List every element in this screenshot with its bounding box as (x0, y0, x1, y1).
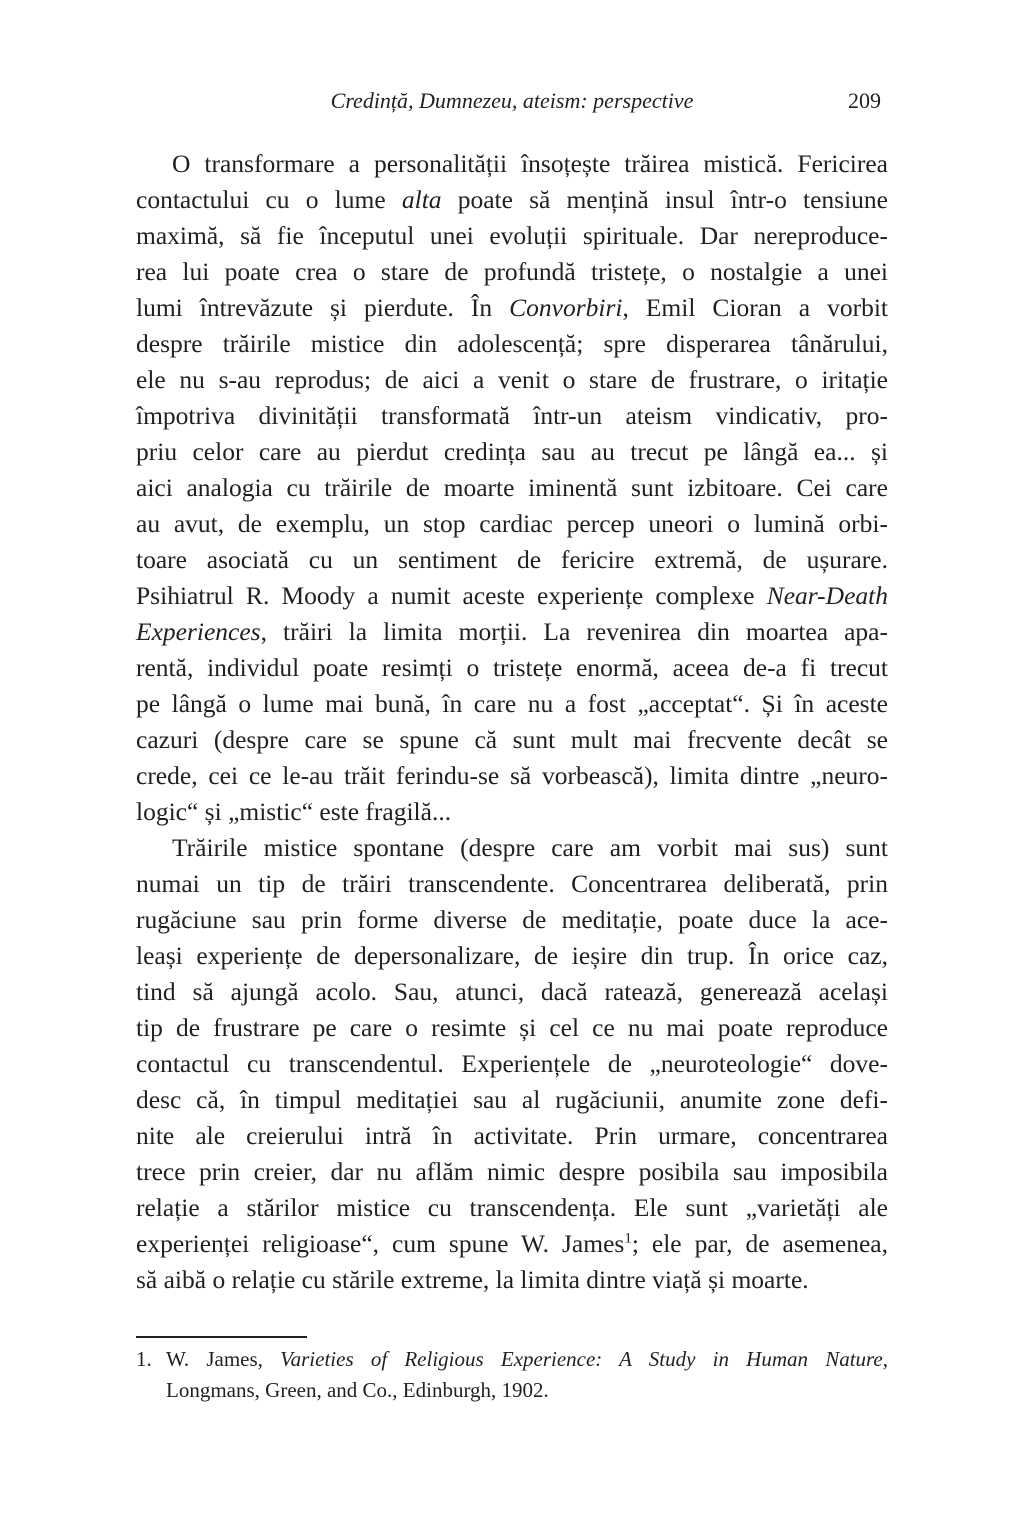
text-line (136, 1375, 888, 1406)
text-line (136, 1226, 888, 1262)
text-line (136, 1262, 888, 1298)
text-segment: tip de frustrare pe care o resimte și cel ce nu mai poate reproduce (136, 1013, 888, 1042)
text-segment: , Emil Cioran a vorbit (622, 293, 888, 322)
text-line (136, 722, 888, 758)
text-segment: maximă, să fie începutul unei evoluții spirituale. Dar nereproduce- (136, 221, 888, 250)
running-title: Credință, Dumnezeu, ateism: perspective (330, 88, 694, 113)
text-segment: contactului cu o lume (136, 185, 402, 214)
text-segment: experienței religioase“, cum spune W. James (136, 1229, 625, 1258)
text-line (136, 398, 888, 434)
text-line (136, 542, 888, 578)
text-segment: contactul cu transcendentul. Experiențele de „neuroteologie“ dove- (136, 1049, 888, 1078)
text-segment: toare asociată cu un sentiment de fericire extremă, de ușurare. (136, 545, 888, 574)
text-segment: împotriva divinității transformată într-un ateism vindicativ, pro- (136, 401, 888, 430)
text-line (136, 146, 888, 182)
text-line (136, 434, 888, 470)
body-text (136, 146, 888, 1298)
text-line (136, 614, 888, 650)
text-segment: desc că, în timpul meditației sau al rugăciunii, anumite zone defi- (136, 1085, 888, 1114)
text-line (136, 974, 888, 1010)
text-segment: rea lui poate crea o stare de profundă tristețe, o nostalgie a unei (136, 257, 888, 286)
text-segment: cazuri (despre care se spune că sunt mult mai frecvente decât se (136, 725, 888, 754)
text-segment: O transformare a personalității însoțește trăirea mistică. Fericirea (172, 149, 888, 178)
text-segment: priu celor care au pierdut credința sau au trecut pe lângă ea... și (136, 437, 888, 466)
italic-text: Near-Death (766, 581, 888, 610)
text-segment: rentă, individul poate resimți o tristețe enormă, aceea de-a fi trecut (136, 653, 888, 682)
running-header (0, 88, 1024, 124)
text-line (136, 830, 888, 866)
text-line (136, 758, 888, 794)
text-line (136, 1118, 888, 1154)
text-line (136, 326, 888, 362)
text-line (136, 866, 888, 902)
footnote-divider (136, 1336, 307, 1338)
text-segment: logic“ și „mistic“ este fragilă... (136, 797, 452, 826)
text-segment: Trăirile mistice spontane (despre care am vorbit mai sus) sunt (172, 833, 888, 862)
text-segment: pe lângă o lume mai bună, în care nu a fost „acceptat“. Și în aceste (136, 689, 888, 718)
text-line (136, 506, 888, 542)
footnote-number: 1. (136, 1347, 152, 1371)
text-line (136, 578, 888, 614)
text-segment: , (882, 1347, 888, 1371)
text-segment: relație a stărilor mistice cu transcendența. Ele sunt „varietăți ale (136, 1193, 888, 1222)
text-segment: ele nu s-au reprodus; de aici a venit o stare de frustrare, o iritație (136, 365, 888, 394)
text-line (136, 362, 888, 398)
text-segment: tind să ajungă acolo. Sau, atunci, dacă ratează, generează același (136, 977, 888, 1006)
text-line (136, 290, 888, 326)
text-segment: lumi întrevăzute și pierdute. În (136, 293, 510, 322)
text-line (136, 1082, 888, 1118)
text-segment: crede, cei ce le-au trăit ferindu-se să vorbească), limita dintre „neuro- (136, 761, 888, 790)
paragraph (136, 830, 888, 1298)
text-segment: aici analogia cu trăirile de moarte iminentă sunt izbitoare. Cei care (136, 473, 888, 502)
page-number: 209 (848, 88, 881, 113)
text-line (136, 218, 888, 254)
text-segment: W. James, (166, 1347, 281, 1371)
text-line (136, 1190, 888, 1226)
text-segment: rugăciune sau prin forme diverse de meditație, poate duce la ace- (136, 905, 888, 934)
text-line (136, 1154, 888, 1190)
text-line (136, 1010, 888, 1046)
paragraph (136, 146, 888, 830)
text-line (136, 686, 888, 722)
text-line (136, 182, 888, 218)
footnote-reference: 1 (624, 1230, 632, 1247)
text-segment: au avut, de exemplu, un stop cardiac percep uneori o lumină orbi- (136, 509, 888, 538)
text-segment: ; ele par, de asemenea, (631, 1229, 888, 1258)
text-line (136, 794, 888, 830)
text-line (136, 938, 888, 974)
text-segment: nite ale creierului intră în activitate. Prin urmare, concentrarea (136, 1121, 888, 1150)
text-segment: Longmans, Green, and Co., Edinburgh, 1902. (166, 1378, 549, 1402)
text-segment: poate să mențină insul într-o tensiune (441, 185, 888, 214)
italic-text: Convorbiri (509, 293, 623, 322)
italic-text: alta (401, 185, 442, 214)
text-segment: trece prin creier, dar nu aflăm nimic despre posibila sau imposibila (136, 1157, 888, 1186)
text-segment: despre trăirile mistice din adolescență; spre disperarea tânărului, (136, 329, 888, 358)
footnote (136, 1344, 888, 1406)
text-line (136, 470, 888, 506)
text-line (136, 254, 888, 290)
text-line (136, 902, 888, 938)
text-line (136, 650, 888, 686)
text-line (136, 1046, 888, 1082)
text-segment: , trăiri la limita morții. La revenirea din moartea apa- (260, 617, 888, 646)
text-segment: să aibă o relație cu stările extreme, la limita dintre viață și moarte. (136, 1265, 809, 1294)
text-segment: numai un tip de trăiri transcendente. Concentrarea deliberată, prin (136, 869, 888, 898)
text-line (136, 1344, 888, 1375)
italic-text: Experiences (136, 617, 261, 646)
text-segment: Psihiatrul R. Moody a numit aceste experiențe complexe (136, 581, 767, 610)
text-segment: leași experiențe de depersonalizare, de ieșire din trup. În orice caz, (136, 941, 888, 970)
italic-text: Varieties of Religious Experience: A Study in Human Nature (280, 1347, 883, 1371)
